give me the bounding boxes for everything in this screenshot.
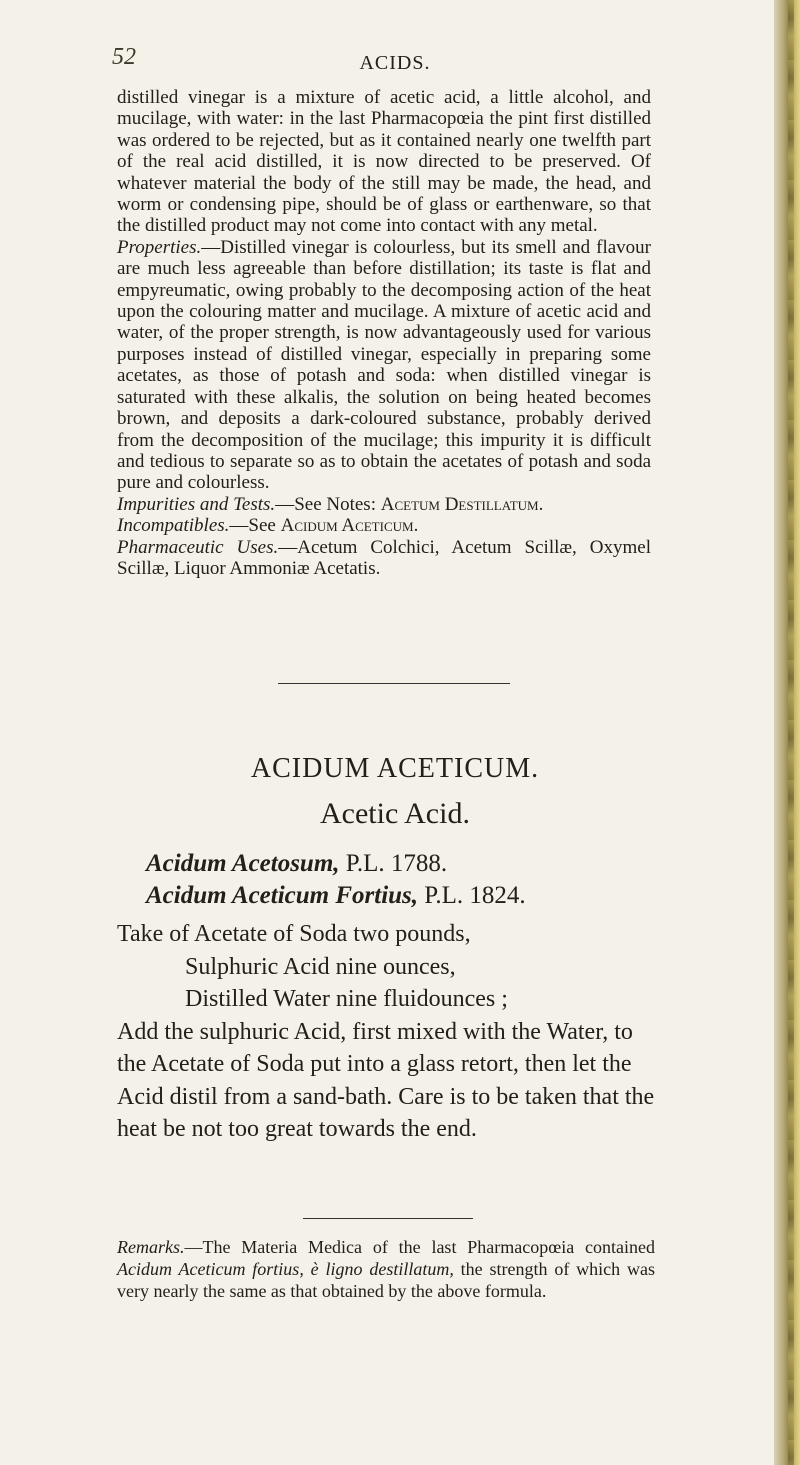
remarks-italic-text: Acidum Aceticum fortius, è ligno destillatum, [117, 1259, 454, 1279]
remarks [117, 1236, 655, 1302]
synonym-name: Acidum Acetosum, [146, 850, 340, 877]
incompatibles-reference: Acidum Aceticum. [280, 515, 419, 537]
properties-label: Properties. [117, 236, 202, 258]
paragraph-distilled-vinegar: distilled vinegar is a mixture of acetic acid, a little alcohol, and mucilage, with water: in the last Pharmacopœia the pint first distilled was ordered to be rejected, but as it contained nearly one twelfth part of the real acid distilled, it is now directed to be preserved. Of whatever material the body of the still may be made, the head, and worm or condensing pipe, should be of glass or earthenware, so that the distilled product may not come into contact with any metal. [117, 87, 651, 237]
synonym-reference: P.L. 1788. [339, 850, 448, 877]
page-number: 52 [112, 44, 136, 70]
page-edge-binding [788, 0, 794, 1465]
paragraph-impurities [117, 494, 651, 515]
remarks-divider-rule [303, 1218, 473, 1219]
remarks-text-end: the strength of which was very nearly the same as that obtained by the above formula. [117, 1259, 655, 1301]
recipe-line: Take of Acetate of Soda two pounds, [117, 921, 471, 947]
recipe [117, 920, 657, 1146]
synonym-line [146, 882, 526, 910]
recipe-instructions: Add the sulphuric Acid, first mixed with the Water, to the Acetate of Soda put into a glass retort, then let the Acid distil from a sand-bath. Care is to be taken that the heat be not too great towards the end. [117, 1018, 655, 1142]
section-title: ACIDUM ACETICUM. [250, 753, 540, 784]
impurities-text: —See Notes: [275, 493, 381, 515]
recipe-line: Sulphuric Acid nine ounces, [185, 953, 456, 980]
paragraph-incompatibles [117, 515, 651, 536]
remarks-text: —The Materia Medica of the last Pharmacopœia contained [184, 1237, 655, 1257]
section-divider-rule [278, 683, 510, 684]
properties-text: —Distilled vinegar is colourless, but its smell and flavour are much less agreeable than before distillation; its taste is flat and empyreumatic, owing probably to the decomposing action of the heat upon the colouring matter and mucilage. A mixture of acetic acid and water, of the proper strength, is now advantageously used for various purposes instead of distilled vinegar, especially in preparing some acetates, as those of potash and soda: when distilled vinegar is saturated with these alkalis, the solution on being heated becomes brown, and deposits a dark-coloured substance, probably derived from the decomposition of the mucilage; this impurity it is difficult and tedious to separate so as to obtain the acetates of potash and soda pure and colourless. [117, 236, 651, 494]
running-head: ACIDS. [359, 52, 431, 74]
incompatibles-label: Incompatibles. [117, 515, 230, 537]
body-text [117, 87, 651, 579]
impurities-label: Impurities and Tests. [117, 493, 276, 515]
synonym-reference: P.L. 1824. [418, 882, 526, 909]
remarks-paragraph [117, 1236, 655, 1302]
synonym-line [146, 850, 447, 878]
section-subtitle: Acetic Acid. [320, 797, 470, 830]
incompatibles-text: —See [229, 515, 281, 537]
impurities-reference: Acetum Destillatum. [380, 493, 544, 515]
recipe-line: Distilled Water nine fluidounces ; [185, 986, 508, 1012]
uses-text: —Acetum Colchici, Acetum Scillæ, Oxymel Scillæ, Liquor Ammoniæ Acetatis. [117, 536, 651, 579]
paragraph-pharmaceutic-uses [117, 537, 651, 580]
page-edge [774, 0, 800, 1465]
synonym-name: Acidum Aceticum Fortius, [146, 882, 419, 909]
uses-label: Pharmaceutic Uses. [117, 536, 279, 558]
paragraph-properties [117, 237, 651, 494]
remarks-label: Remarks. [117, 1237, 185, 1257]
